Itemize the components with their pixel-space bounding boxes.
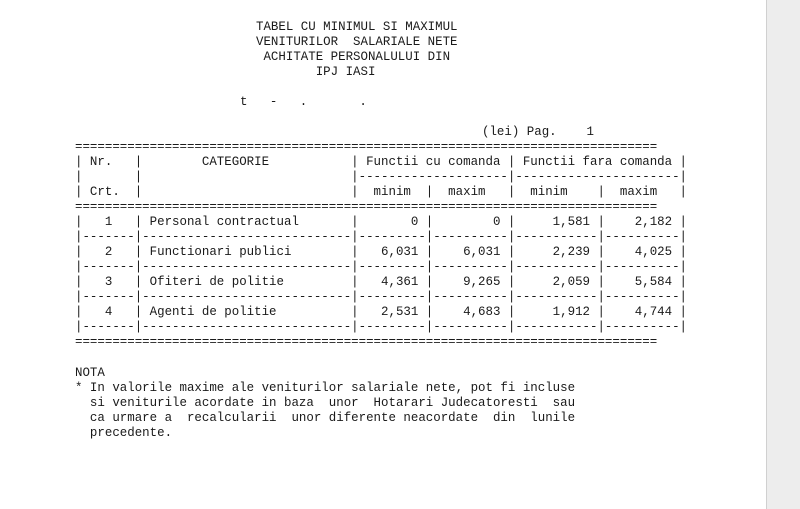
note-text: * In valorile maxime ale veniturilor salariale nete, pot fi incluse si veniturile acordate in baza unor Hotarari Judecatoresti sau ca urmare a recalcularii unor diferente neacordate din lunile precedente.: [75, 381, 576, 440]
page-header: (lei) Pag. 1: [482, 125, 594, 139]
stray-mark: t - . .: [240, 95, 367, 109]
salary-table: ============================================================================== | Nr. | CATEGORIE | Functii cu comanda | Functii fara comanda | | | |--------------------|----------------------| | Crt. | | minim | maxim | minim | maxim | ============================================================================== | 1 | Personal contractual | 0 | 0 | 1,581 | 2,182 | |-------|----------------------------|---------|----------|-----------|----------| | 2 | Functionari publici | 6,031 | 6,031 | 2,239 | 4,025 | |-------|----------------------------|---------|----------|-----------|----------| | 3 | Ofiteri de politie | 4,361 | 9,265 | 2,059 | 5,584 | |-------|----------------------------|---------|----------|-----------|----------| | 4 | Agenti de politie | 2,531 | 4,683 | 1,912 | 4,744 | |-------|----------------------------|---------|----------|-----------|----------| ==============================================================================: [75, 140, 688, 349]
document-title: TABEL CU MINIMUL SI MAXIMUL VENITURILOR SALARIALE NETE ACHITATE PERSONALULUI DIN IPJ IASI: [256, 20, 458, 79]
viewer-gutter: [767, 0, 800, 509]
note-title: NOTA: [75, 366, 105, 380]
